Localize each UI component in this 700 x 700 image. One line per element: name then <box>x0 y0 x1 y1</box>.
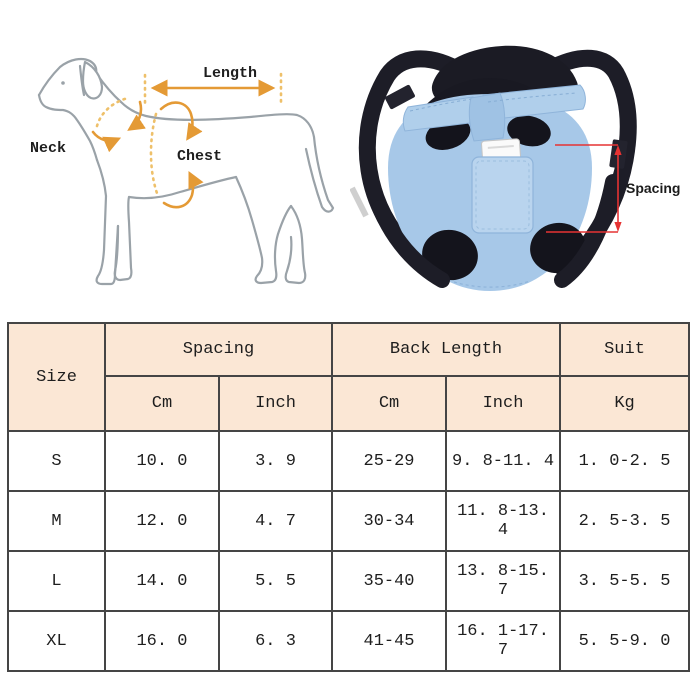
table-row-xl <box>8 611 689 671</box>
col-header-size: Size <box>8 323 105 431</box>
cell-back-inch: 16. 1-17. 7 <box>446 611 560 671</box>
cell-back-inch: 13. 8-15. 7 <box>446 551 560 611</box>
col-header-spacing: Spacing <box>105 323 332 376</box>
cell-size: M <box>8 491 105 551</box>
table-header-row-2 <box>8 376 689 431</box>
cell-suit-kg: 2. 5-3. 5 <box>560 491 689 551</box>
dog-measurement-figure <box>0 10 360 310</box>
table-header-row-1 <box>8 323 689 376</box>
cell-back-inch: 9. 8-11. 4 <box>446 431 560 491</box>
table-row-s <box>8 431 689 491</box>
neck-arrow-right <box>93 132 118 141</box>
spacing-label: Spacing <box>626 180 681 196</box>
cell-back-cm: 30-34 <box>332 491 446 551</box>
edge-strap-shadow <box>352 188 366 216</box>
col-header-suit-kg: Kg <box>560 376 689 431</box>
col-header-suit: Suit <box>560 323 689 376</box>
cell-back-inch: 11. 8-13. 4 <box>446 491 560 551</box>
cell-spacing-cm: 14. 0 <box>105 551 219 611</box>
cell-spacing-inch: 4. 7 <box>219 491 332 551</box>
cell-spacing-inch: 6. 3 <box>219 611 332 671</box>
table-row-l <box>8 551 689 611</box>
cell-size: XL <box>8 611 105 671</box>
table-row-m <box>8 491 689 551</box>
col-header-back-length: Back Length <box>332 323 560 376</box>
cell-suit-kg: 3. 5-5. 5 <box>560 551 689 611</box>
cell-spacing-cm: 12. 0 <box>105 491 219 551</box>
cell-spacing-cm: 10. 0 <box>105 431 219 491</box>
cell-spacing-inch: 5. 5 <box>219 551 332 611</box>
cell-suit-kg: 5. 5-9. 0 <box>560 611 689 671</box>
cell-suit-kg: 1. 0-2. 5 <box>560 431 689 491</box>
size-table <box>7 322 690 672</box>
neck-label: Neck <box>30 140 67 157</box>
col-header-spacing-inch: Inch <box>219 376 332 431</box>
length-label: Length <box>202 65 258 82</box>
cell-spacing-cm: 16. 0 <box>105 611 219 671</box>
col-header-back-inch: Inch <box>446 376 560 431</box>
cell-back-cm: 35-40 <box>332 551 446 611</box>
cell-size: L <box>8 551 105 611</box>
cell-size: S <box>8 431 105 491</box>
cell-spacing-inch: 3. 9 <box>219 431 332 491</box>
front-pocket <box>472 157 533 233</box>
backpack-figure <box>350 10 700 310</box>
col-header-spacing-cm: Cm <box>105 376 219 431</box>
dog-outline <box>39 59 333 284</box>
cell-back-cm: 41-45 <box>332 611 446 671</box>
col-header-back-cm: Cm <box>332 376 446 431</box>
cell-back-cm: 25-29 <box>332 431 446 491</box>
neck-arrow-down <box>130 102 141 129</box>
chest-label: Chest <box>177 148 223 165</box>
